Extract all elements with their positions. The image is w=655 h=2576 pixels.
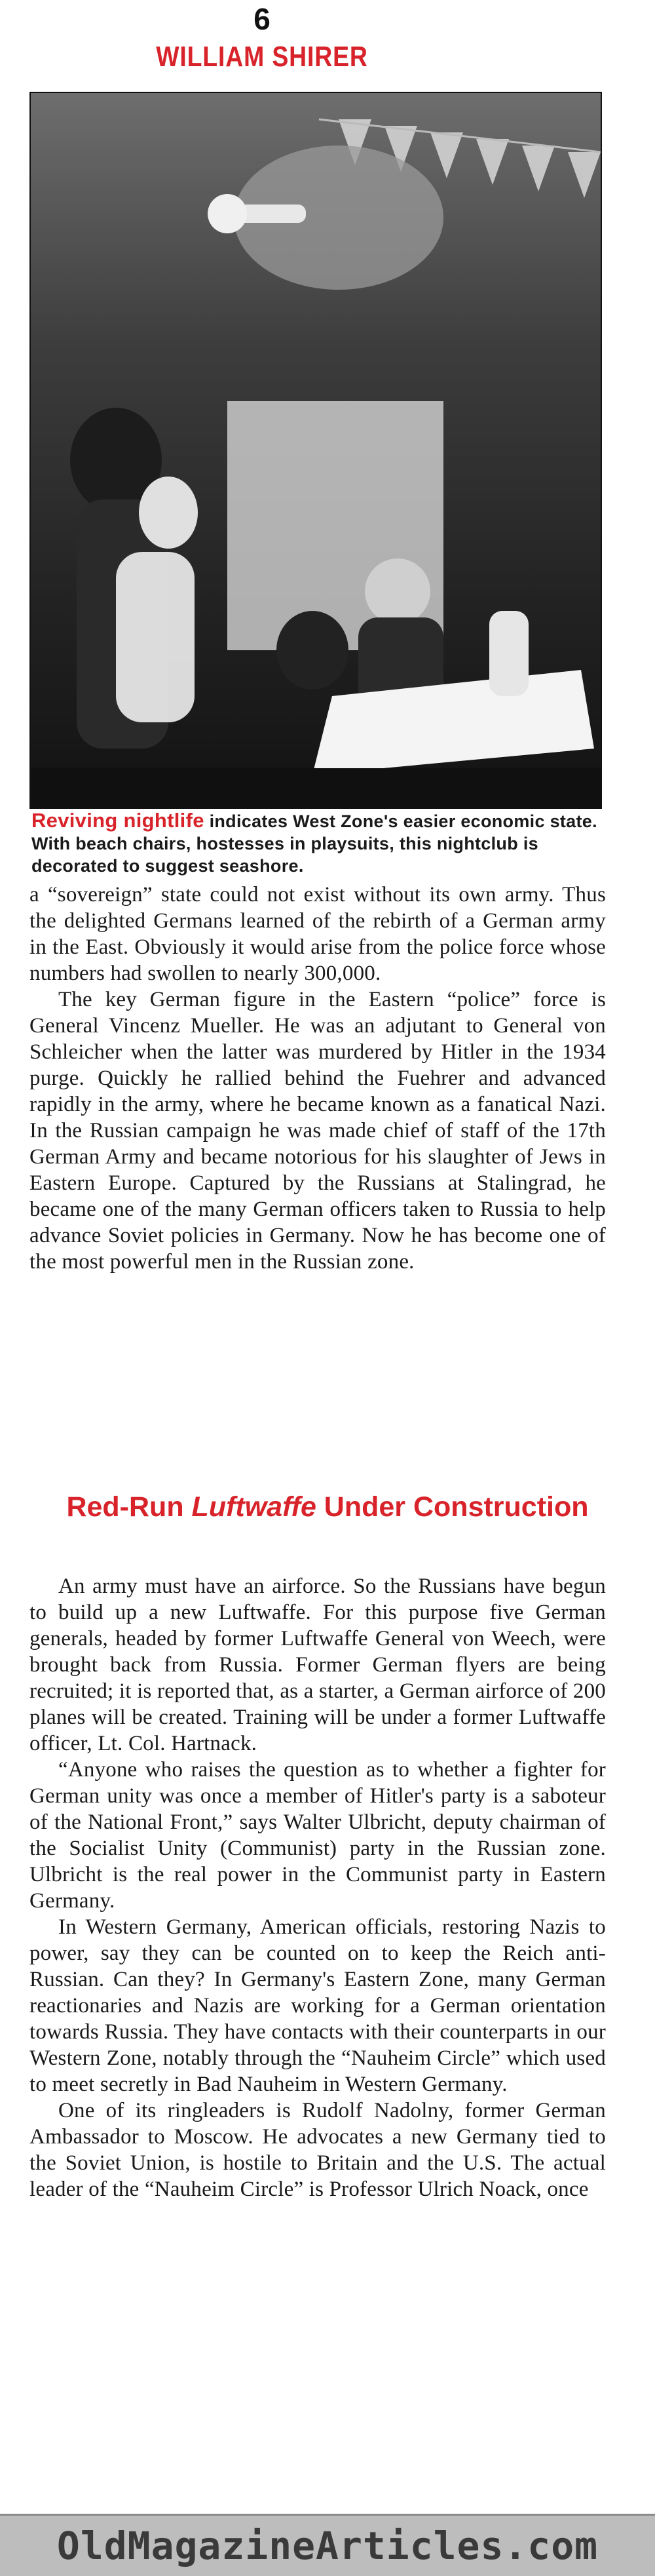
running-head: WILLIAM SHIRER [156,41,368,73]
page-number: 6 [253,2,271,36]
heading-italic: Luftwaffe [191,1491,316,1523]
section-heading [0,1491,655,1523]
nightclub-photo [29,92,602,809]
article-block-1 [29,882,606,1275]
paragraph: a “sovereign” state could not exist without its own army. Thus the delighted Germans learned of the rebirth of a German army in the East. Obviously it would arise from the police force whose numbers had swollen to nearly 300,000. [29,883,606,985]
heading-pre: Red-Run [66,1491,192,1523]
caption-text: indicates West Zone's easier economic state. With beach chairs, hostesses in playsuits, this nightclub is decorated to suggest seashore. [31,811,597,876]
paragraph: One of its ringleaders is Rudolf Nadolny, former German Ambassador to Moscow. He advocates a new Germany tied to the Soviet Union, is hostile to Britain and the U.S. The actual leader of the “Nauheim Circle” is Professor Ulrich Noack, once [29,2099,606,2201]
paragraph: “Anyone who raises the question as to whether a fighter for German unity was once a member of Hitler's party is a saboteur of the National Front,” says Walter Ulbricht, deputy chairman of the Socialist Unity (Communist) party in the Russian zone. Ulbricht is the real power in the Communist party in Eastern Germany. [29,1758,606,1913]
caption-lead: Reviving nightlife [31,809,204,832]
photo-caption [31,810,601,877]
article-block-2 [29,1573,606,2202]
heading-post: Under Construction [316,1491,589,1523]
nightclub-photo-icon [31,93,601,808]
paragraph: In Western Germany, American officials, restoring Nazis to power, say they can be counted on to keep the Reich anti-Russian. Can they? In Germany's Eastern Zone, many German reactionaries and Nazis are working for a German orientation towards Russia. They have contacts with their counterparts in our Western Zone, notably through the “Nauheim Circle” which used to meet secretly in Bad Nauheim in Western Germany. [29,1915,606,2096]
paragraph: The key German figure in the Eastern “police” force is General Vincenz Mueller. He was an adjutant to General von Schleicher when the latter was murdered by Hitler in the 1934 purge. Quickly he rallied behind the Fuehrer and advanced rapidly in the army, where he became known as a fanatical Nazi. In the Russian campaign he was made chief of staff of the 17th German Army and became notorious for his slaughter of Jews in Eastern Europe. Captured by the Russians at Stalingrad, he became one of the many German officers taken to Russia to help advance Soviet policies in Germany. Now he has become one of the most powerful men in the Russian zone. [29,988,606,1274]
footer-banner-text: OldMagazineArticles.com [56,2524,599,2568]
paragraph: An army must have an airforce. So the Russians have begun to build up a new Luftwaffe. For this purpose five German generals, headed by former Luftwaffe General von Weech, were brought back from Russia. Former German flyers are being recruited; it is reported that, as a starter, a German airforce of 200 planes will be created. Training will be under a former Luftwaffe officer, Lt. Col. Hartnack. [29,1574,606,1755]
footer-banner [0,2514,655,2576]
